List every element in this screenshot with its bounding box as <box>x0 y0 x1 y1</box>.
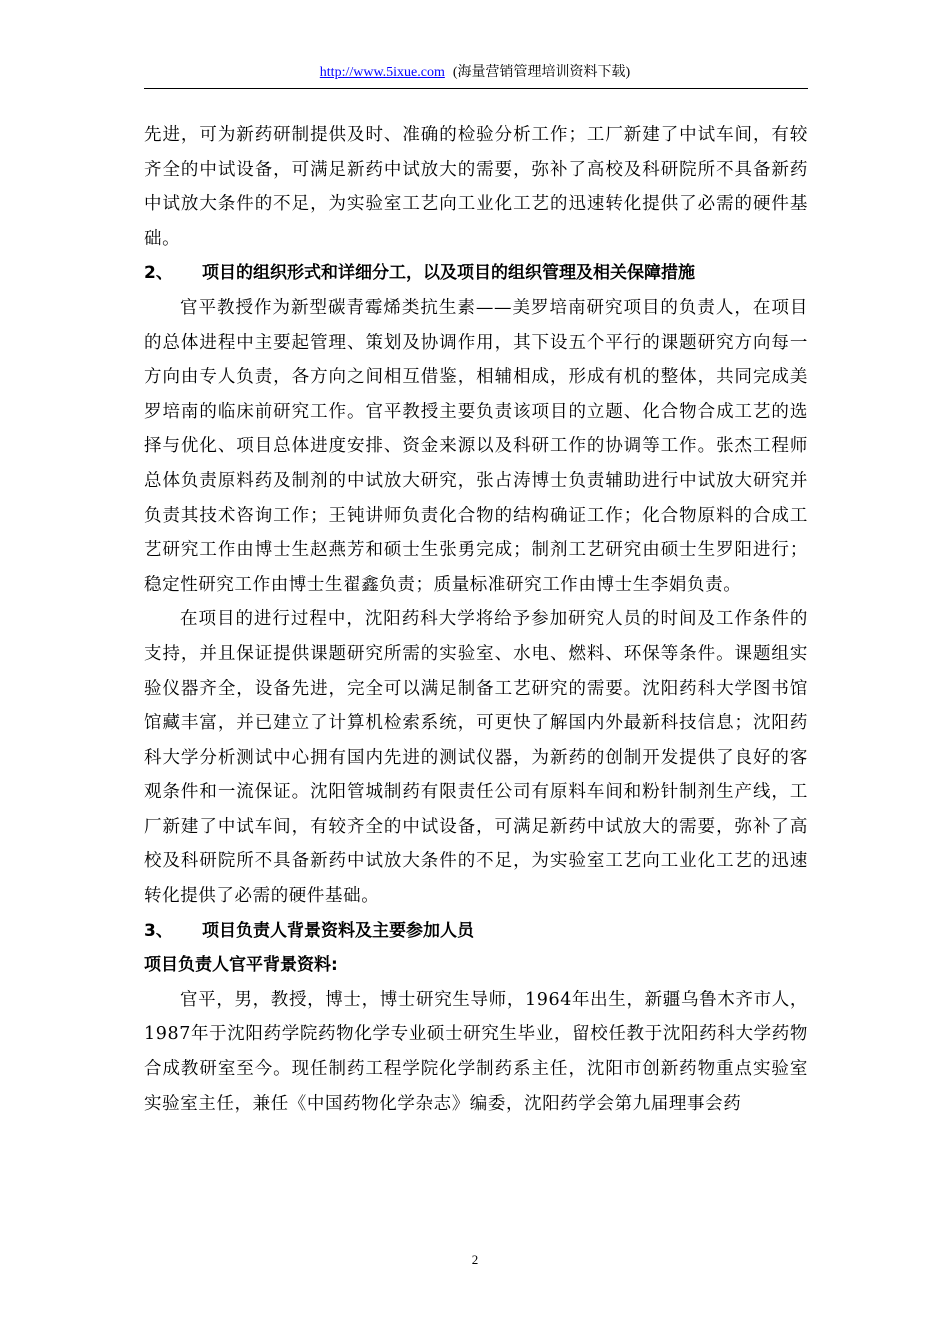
paragraph-organization: 官平教授作为新型碳青霉烯类抗生素——美罗培南研究项目的负责人，在项目的总体进程中主要起管理、策划及协调作用，其下设五个平行的课题研究方向每一方向由专人负责，各方向之间相互借鉴，相辅相成，形成有机的整体，共同完成美罗培南的临床前研究工作。官平教授主要负责该项目的立题、化合物合成工艺的选择与优化、项目总体进度安排、资金来源以及科研工作的协调等工作。张杰工程师总体负责原料药及制剂的中试放大研究，张占涛博士负责辅助进行中试放大研究并负责其技术咨询工作；王钝讲师负责化合物的结构确证工作；化合物原料的合成工艺研究工作由博士生赵燕芳和硕士生张勇完成；制剂工艺研究由硕士生罗阳进行；稳定性研究工作由博士生翟鑫负责；质量标准研究工作由博士生李娟负责。 <box>144 297 808 595</box>
paragraph-continued: 先进，可为新药研制提供及时、准确的检验分析工作；工厂新建了中试车间，有较齐全的中试设备，可满足新药中试放大的需要，弥补了高校及科研院所不具备新药中试放大条件的不足，为实验室工艺向工业化工艺的迅速转化提供了必需的硬件基础。 <box>144 125 808 249</box>
section-title-3: 项目负责人背景资料及主要参加人员 <box>202 920 474 941</box>
section-number-2: 2、 <box>144 263 173 284</box>
page-number: 2 <box>471 1252 479 1267</box>
page-header <box>0 64 950 82</box>
header-description: (海量营销管理培训资料下载) <box>452 65 631 80</box>
subheading-leader-background: 项目负责人官平背景资料: <box>144 955 338 976</box>
document-body <box>144 118 808 1121</box>
section-heading-3 <box>144 914 808 949</box>
paragraph-leader-bio: 官平，男，教授，博士，博士研究生导师，1964年出生，新疆乌鲁木齐市人，1987年于沈阳药学院药物化学专业硕士研究生毕业，留校任教于沈阳药科大学药物合成教研室至今。现任制药工程学院化学制药系主任，沈阳市创新药物重点实验室实验室主任，兼任《中国药物化学杂志》编委，沈阳药学会第九届理事会药 <box>144 989 808 1114</box>
header-divider <box>144 88 808 89</box>
section-heading-2 <box>144 256 808 291</box>
header-url-link[interactable]: http://www.5ixue.com <box>319 65 445 80</box>
section-number-3: 3、 <box>144 920 173 941</box>
section-title-2: 项目的组织形式和详细分工，以及项目的组织管理及相关保障措施 <box>202 263 695 284</box>
paragraph-support: 在项目的进行过程中，沈阳药科大学将给予参加研究人员的时间及工作条件的支持，并且保证提供课题研究所需的实验室、水电、燃料、环保等条件。课题组实验仪器齐全，设备先进，完全可以满足制备工艺研究的需要。沈阳药科大学图书馆馆藏丰富，并已建立了计算机检索系统，可更快了解国内外最新科技信息；沈阳药科大学分析测试中心拥有国内先进的测试仪器，为新药的创制开发提供了良好的客观条件和一流保证。沈阳管城制药有限责任公司有原料车间和粉针制剂生产线，工厂新建了中试车间，有较齐全的中试设备，可满足新药中试放大的需要，弥补了高校及科研院所不具备新药中试放大条件的不足，为实验室工艺向工业化工艺的迅速转化提供了必需的硬件基础。 <box>144 609 808 907</box>
